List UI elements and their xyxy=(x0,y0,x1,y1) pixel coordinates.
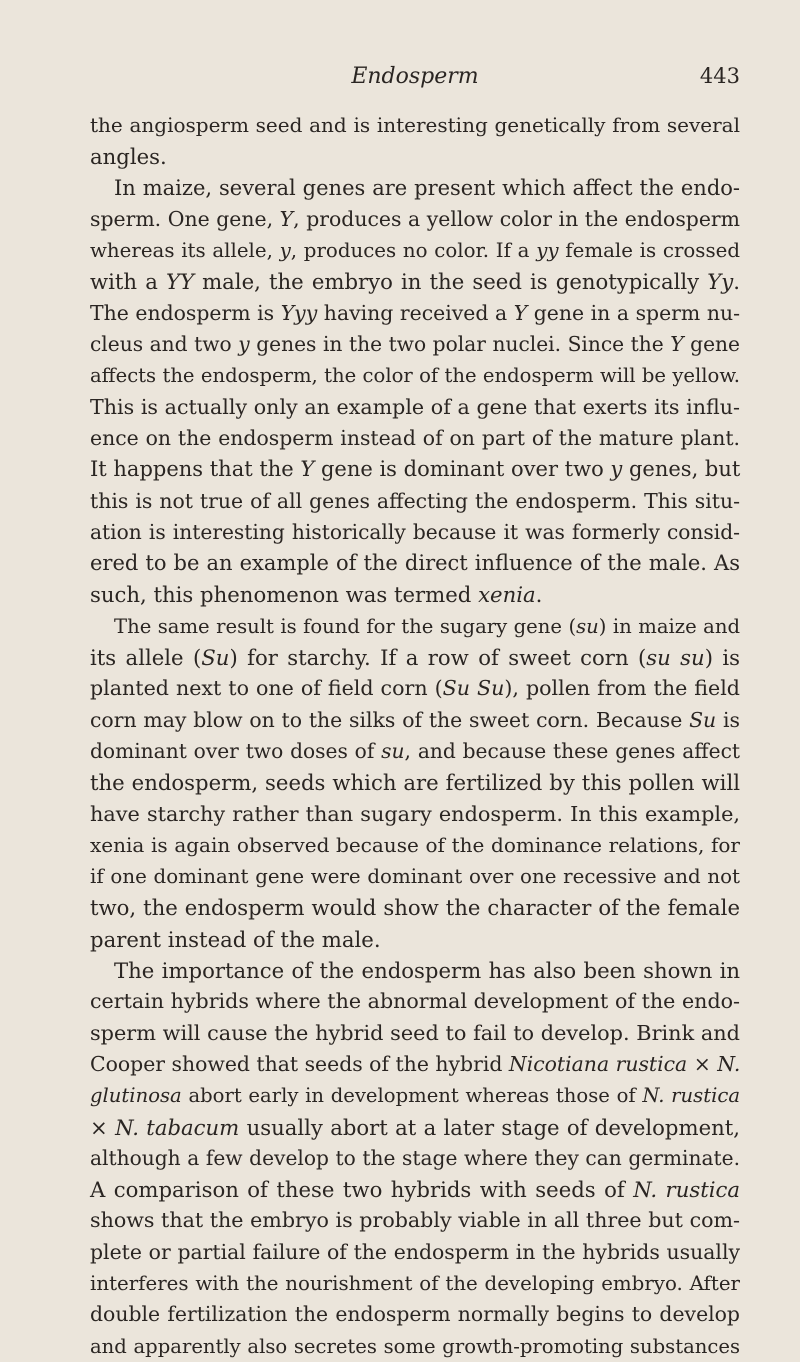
page-number: 443 xyxy=(699,64,740,88)
text-line xyxy=(90,1237,740,1268)
text-line xyxy=(90,892,740,923)
italic-term: Su Su xyxy=(442,676,505,701)
italic-term: Nicotiana rustica xyxy=(508,1051,688,1076)
text-segment: . xyxy=(733,269,740,295)
text-line xyxy=(90,141,740,172)
text-segment: cleus and two xyxy=(90,332,239,357)
text-segment: A comparison of these two hybrids with seeds of xyxy=(90,1177,634,1203)
text-segment: The endosperm is xyxy=(90,300,281,325)
text-segment: genes, but xyxy=(622,457,741,482)
italic-term: Yy xyxy=(707,269,734,295)
text-line xyxy=(90,955,740,986)
text-line xyxy=(90,1205,740,1236)
text-segment: interferes with the nourishment of the developing embryo. After xyxy=(90,1271,740,1295)
text-segment: angles. xyxy=(90,144,167,170)
text-line xyxy=(90,642,740,673)
text-segment: , produces no color. If a xyxy=(290,239,537,263)
text-line xyxy=(90,830,740,861)
text-segment: . xyxy=(535,582,543,608)
text-segment: gene in a sperm nu- xyxy=(527,300,740,325)
italic-term: Y xyxy=(300,457,315,482)
text-segment: sperm. One gene, xyxy=(90,206,280,231)
text-segment: two, the endosperm would show the character of the female xyxy=(90,895,740,921)
text-segment: with a xyxy=(90,269,166,295)
text-segment: The importance of the endosperm has also been shown in xyxy=(114,958,740,984)
text-segment: such, this phenomenon was termed xyxy=(90,582,479,608)
text-segment: parent instead of the male. xyxy=(90,926,381,952)
text-segment: xenia is again observed because of the dominance relations, for xyxy=(90,832,740,857)
text-line xyxy=(90,1174,740,1205)
running-head xyxy=(90,60,740,96)
text-segment: ence on the endosperm instead of on part of the mature plant. xyxy=(90,425,740,450)
text-segment: the endosperm, seeds which are fertilized by this pollen will xyxy=(90,770,740,796)
text-segment: the angiosperm seed and is interesting genetically from several xyxy=(90,113,740,137)
text-segment: having received a xyxy=(317,300,514,325)
text-segment: female is crossed xyxy=(558,239,740,263)
text-segment: The same result is found for the sugary gene ( xyxy=(114,614,577,638)
text-segment: whereas its allele, xyxy=(90,239,280,263)
text-segment: have starchy rather than sugary endosperm. In this example, xyxy=(90,801,740,826)
text-line xyxy=(90,673,740,704)
text-segment: It happens that the xyxy=(90,457,301,482)
text-segment: planted next to one of field corn ( xyxy=(90,676,443,701)
text-segment: × xyxy=(687,1051,718,1076)
text-line xyxy=(90,736,740,767)
text-line xyxy=(90,329,740,360)
text-line xyxy=(90,1143,740,1174)
text-line xyxy=(90,204,740,235)
text-segment: abort early in development whereas those of xyxy=(181,1084,643,1108)
italic-term: y xyxy=(610,457,623,482)
chapter-title: Endosperm xyxy=(351,64,479,89)
italic-term: xenia xyxy=(478,582,536,608)
text-line xyxy=(90,1080,740,1111)
text-segment: In maize, several genes are present which affect the endo- xyxy=(114,175,740,200)
italic-term: YY xyxy=(165,269,194,295)
text-line xyxy=(90,173,740,204)
italic-term: y xyxy=(279,239,291,263)
italic-term: N. rustica xyxy=(642,1084,740,1108)
italic-term: Y xyxy=(670,332,684,357)
text-line xyxy=(90,266,740,297)
text-segment: ), pollen from the field xyxy=(504,676,740,701)
text-line xyxy=(90,767,740,798)
text-segment: ) for starchy. If a row of sweet corn ( xyxy=(229,645,647,671)
text-line xyxy=(90,986,740,1017)
text-segment: plete or partial failure of the endosperm in the hybrids usually xyxy=(90,1239,740,1264)
text-segment: affects the endosperm, the color of the endosperm will be yellow. xyxy=(90,364,740,388)
text-line xyxy=(90,454,740,485)
text-segment: × xyxy=(90,1114,116,1140)
text-segment: This is actually only an example of a gene that exerts its influ- xyxy=(90,394,740,419)
text-line xyxy=(90,392,740,423)
text-line xyxy=(90,1268,740,1299)
text-line xyxy=(90,110,740,141)
text-line xyxy=(90,298,740,329)
text-line xyxy=(90,486,740,517)
text-line xyxy=(90,799,740,830)
text-line xyxy=(90,1299,740,1330)
text-segment: genes in the two polar nuclei. Since the xyxy=(249,332,671,357)
text-segment: although a few develop to the stage where they can germinate. xyxy=(90,1145,740,1170)
text-segment: shows that the embryo is probably viable in all three but com- xyxy=(90,1208,740,1233)
text-line xyxy=(90,705,740,736)
text-segment: ation is interesting historically because it was formerly consid- xyxy=(90,519,740,544)
text-segment: its allele ( xyxy=(90,645,202,671)
text-line xyxy=(90,924,740,955)
text-line xyxy=(90,548,740,579)
italic-term: Su xyxy=(689,707,717,732)
text-segment: , produces a yellow color in the endosperm xyxy=(293,206,740,231)
text-segment: male, the embryo in the seed is genotypically xyxy=(193,269,708,295)
text-line xyxy=(90,579,740,610)
text-segment: usually abort at a later stage of development, xyxy=(239,1114,740,1140)
body-text xyxy=(90,110,740,1362)
text-segment: ered to be an example of the direct influence of the male. As xyxy=(90,551,740,576)
italic-term: Y xyxy=(279,206,294,231)
italic-term: N. rustica xyxy=(633,1177,740,1203)
text-segment: corn may blow on to the silks of the sweet corn. Because xyxy=(90,707,690,732)
italic-term: su su xyxy=(646,645,705,671)
text-segment: gene is dominant over two xyxy=(314,457,611,482)
text-segment: is xyxy=(716,707,740,732)
text-segment: ) in maize and xyxy=(598,614,740,638)
italic-term: N. tabacum xyxy=(115,1114,240,1140)
text-line xyxy=(90,423,740,454)
text-segment: ) is xyxy=(704,645,740,671)
text-line xyxy=(90,1018,740,1049)
text-line xyxy=(90,1112,740,1143)
text-segment: dominant over two doses of xyxy=(90,738,382,763)
text-line xyxy=(90,1331,740,1362)
text-segment: , and because these genes affect xyxy=(404,738,740,763)
text-line xyxy=(90,235,740,266)
text-segment: gene xyxy=(683,332,740,357)
text-segment: and apparently also secretes some growth-promoting substances xyxy=(90,1334,740,1358)
text-line xyxy=(90,1049,740,1080)
text-line xyxy=(90,360,740,391)
text-segment: certain hybrids where the abnormal development of the endo- xyxy=(90,989,740,1014)
italic-term: su xyxy=(381,738,405,763)
text-segment: Cooper showed that seeds of the hybrid xyxy=(90,1051,509,1076)
italic-term: yy xyxy=(536,239,559,263)
text-line xyxy=(90,611,740,642)
italic-term: Su xyxy=(201,645,230,671)
text-segment: this is not true of all genes affecting the endosperm. This situ- xyxy=(90,488,740,513)
italic-term: glutinosa xyxy=(90,1084,182,1108)
italic-term: Y xyxy=(513,300,528,325)
italic-term: su xyxy=(576,614,599,638)
text-line xyxy=(90,517,740,548)
italic-term: y xyxy=(238,332,250,357)
italic-term: N. xyxy=(717,1051,741,1076)
text-line xyxy=(90,861,740,892)
text-segment: double fertilization the endosperm normally begins to develop xyxy=(90,1302,740,1327)
italic-term: Yyy xyxy=(280,300,318,325)
text-segment: if one dominant gene were dominant over one recessive and not xyxy=(90,865,740,889)
text-segment: sperm will cause the hybrid seed to fail to develop. Brink and xyxy=(90,1020,740,1045)
